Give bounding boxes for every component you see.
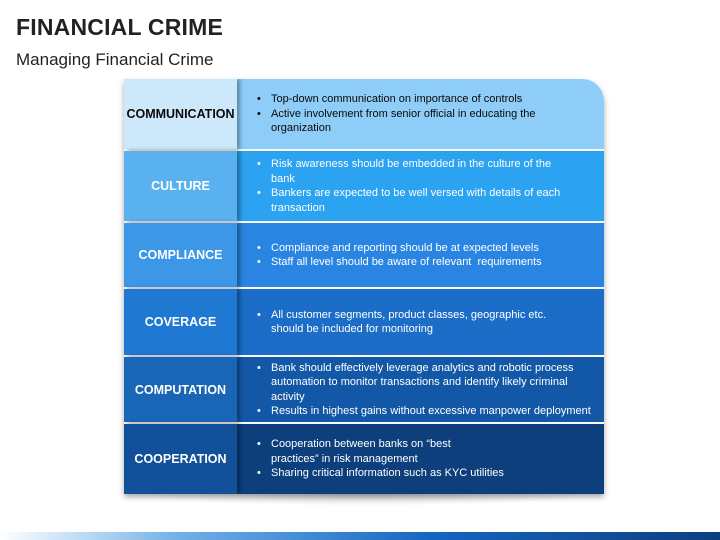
page-subtitle: Managing Financial Crime: [16, 50, 214, 69]
row-label: COMMUNICATION: [124, 79, 237, 149]
bullet-item: • Active involvement from senior official in educating the organization: [257, 107, 561, 136]
bullet-item: • Bank should effectively leverage analytics and robotic process automation to monitor transactions and identify likely criminal activity: [257, 361, 586, 405]
bullet-item: • Results in highest gains without excessive manpower deployment: [257, 404, 591, 419]
bullet-item: • Bankers are expected to be well versed with details of each transaction: [257, 186, 581, 215]
bullet-item: • Sharing critical information such as KYC utilities: [257, 466, 504, 481]
row-content: [237, 151, 604, 221]
row-label: COVERAGE: [124, 289, 237, 355]
table-shadow: [130, 494, 598, 506]
page-title: FINANCIAL CRIME: [16, 14, 224, 40]
row-content: [237, 357, 604, 422]
bullet-item: • Cooperation between banks on “best practices” in risk management: [257, 437, 471, 466]
bullet-item: • Risk awareness should be embedded in the culture of the bank: [257, 157, 561, 186]
row-content: [237, 424, 604, 494]
row-label: COMPUTATION: [124, 357, 237, 422]
financial-crime-table: [124, 79, 604, 494]
row-communication: [124, 79, 604, 151]
row-label: COOPERATION: [124, 424, 237, 494]
row-compliance: [124, 223, 604, 289]
bullet-item: • Top-down communication on importance of controls: [257, 92, 561, 107]
row-computation: [124, 357, 604, 424]
row-content: [237, 79, 604, 149]
row-cooperation: [124, 424, 604, 494]
row-content: [237, 223, 604, 287]
row-label: COMPLIANCE: [124, 223, 237, 287]
row-coverage: [124, 289, 604, 357]
row-culture: [124, 151, 604, 223]
bullet-item: • All customer segments, product classes, geographic etc. should be included for monitoring: [257, 308, 556, 337]
row-label: CULTURE: [124, 151, 237, 221]
bullet-item: • Compliance and reporting should be at expected levels: [257, 241, 542, 256]
row-content: [237, 289, 604, 355]
bottom-accent-bar: [0, 532, 720, 540]
bullet-item: • Staff all level should be aware of relevant requirements: [257, 255, 542, 270]
